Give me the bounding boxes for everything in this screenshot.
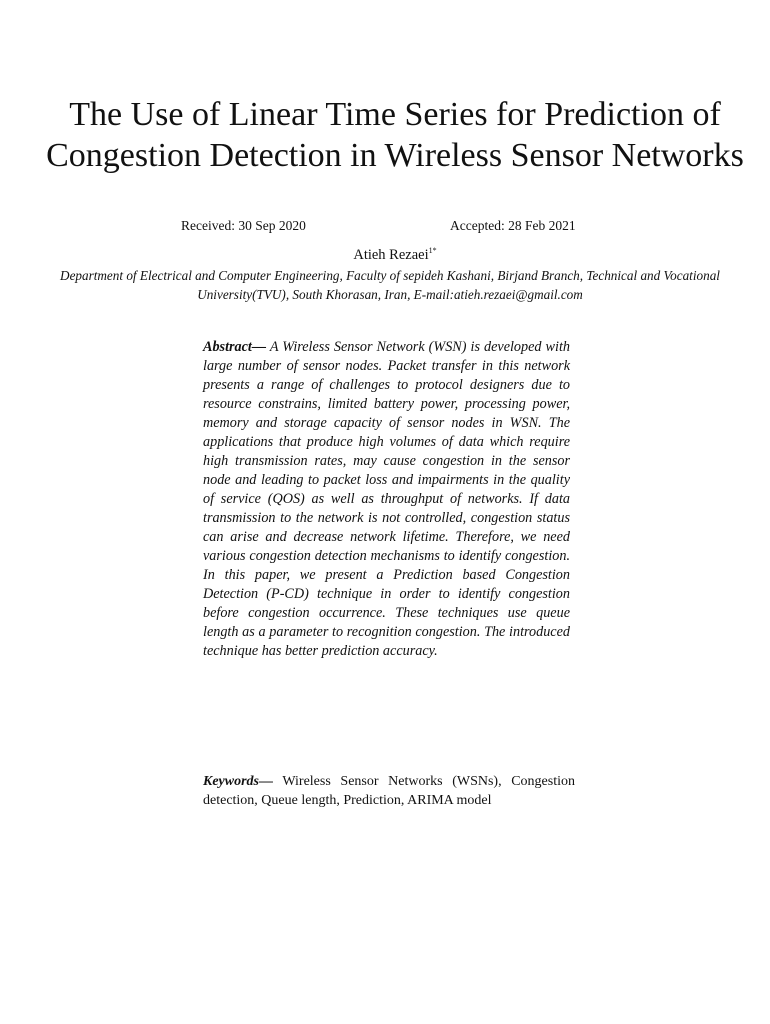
keywords-text: Wireless Sensor Networks (WSNs), Congestion detection, Queue length, Prediction, ARIMA model	[203, 774, 575, 808]
author-marker: 1*	[428, 246, 437, 255]
keywords	[203, 772, 575, 810]
accepted-date: Accepted: 28 Feb 2021	[450, 218, 576, 233]
paper-title: The Use of Linear Time Series for Prediction of Congestion Detection in Wireless Sensor Networks	[46, 96, 744, 174]
abstract-label: Abstract—	[203, 339, 267, 355]
author-affiliation: Department of Electrical and Computer Engineering, Faculty of sepideh Kashani, Birjand Branch, Technical and Vocational University(TVU), South Khorasan, Iran, E-mail:atieh.rezaei@gmail.com	[60, 268, 720, 302]
abstract	[203, 338, 570, 661]
author-line	[0, 247, 770, 264]
author-name: Atieh Rezaei	[353, 247, 429, 263]
abstract-text: A Wireless Sensor Network (WSN) is developed with large number of sensor nodes. Packet transfer in this network presents a range of challenges to protocol designers due to resource constrains, limited battery power, processing power, memory and storage capacity of sensor nodes in WSN. The applications that produce high volumes of data which require high transmission rates, may cause congestion in the sensor node and leading to packet loss and impairments in the quality of service (QOS) as well as throughput of networks. If data transmission to the network is not controlled, congestion status can arise and decrease network lifetime. Therefore, we need various congestion detection mechanisms to identify congestion. In this paper, we present a Prediction based Congestion Detection (P-CD) technique in order to identify congestion before congestion occurrence. These techniques use queue length as a parameter to recognition congestion. The introduced technique has better prediction accuracy.	[203, 339, 570, 659]
keywords-label: Keywords—	[203, 774, 273, 789]
received-date: Received: 30 Sep 2020	[181, 218, 306, 233]
